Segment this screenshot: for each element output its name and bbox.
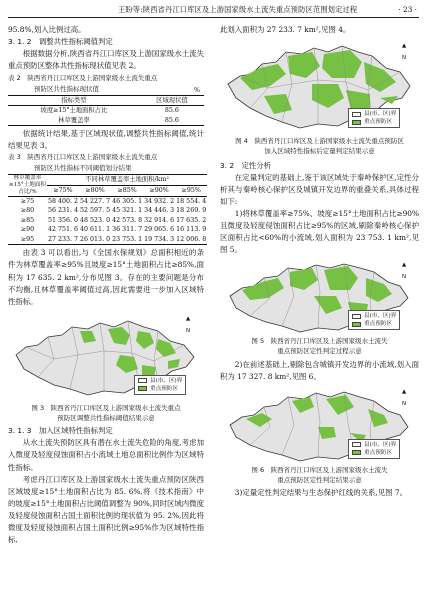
paragraph: 由表 3 可以看出,与《全国水保规划》总面积相近的条件为林草覆盖率≥95%且坡度≥15°土地面积占比≥85%,面积为 17 635. 2 km²,分布见图 3。存在的主要问题是分布不均衡,且林草覆盖率阈值过高,因此需要进一步加入区域特性指标。: [8, 248, 204, 306]
table-header: ≥95%: [175, 185, 207, 196]
paragraph: 从水土流失预防区具有潜在水土流失危险的角度,考虑加入微度及轻度侵蚀面积占小流域土地总面积比例作为区域特性指标。: [8, 438, 204, 472]
table-cell: 45 321. 1: [112, 207, 143, 215]
figure-6-caption: 图 6 陕西省丹江口库区及上游国家级水土流失 重点预防区定性判定结果示意: [251, 465, 388, 485]
table-cell: 48 523. 0: [80, 216, 111, 224]
table-cell: 林草覆盖率: [58, 116, 90, 124]
table-cell: 85.6: [164, 107, 179, 115]
table-cell: 12 006. 8: [176, 235, 207, 243]
section-heading-3-1-2: 3. 1. 2 调整共性指标阈值判定: [8, 37, 113, 47]
figure-3-map: [8, 311, 204, 403]
page-number: · 23 ·: [398, 5, 417, 14]
table-cell: 17 635. 2: [176, 216, 207, 224]
table-cell: ≥95: [20, 235, 35, 243]
table-3-caption: 表 3 陕西省丹江口库区及上游国家级水土流失重点 预防区共性指标不同阈值划分结果: [8, 153, 158, 172]
table-row: [8, 225, 207, 235]
header-title: 王盼等:陕西省丹江口库区及上游国家级水土流失重点预防区范围划定过程: [118, 5, 358, 14]
figure-5-map: [220, 258, 419, 336]
paragraph: 95.8%,划入比例过高。: [8, 25, 86, 34]
paragraph: 1)将林草覆盖率≥75%、坡度≥15°土地面积占比≥90%且微度及轻度侵蚀面积占比≥95%的区域,刷除秦岭核心保护区面积占比<60%的小流域,划入面积为 23 753. 1 km²,见图 5。: [220, 208, 419, 255]
table-row: [8, 206, 207, 216]
table-cell: 32 914. 6: [144, 216, 175, 224]
table-3: [8, 174, 207, 246]
table-cell: 36 311. 7: [112, 226, 143, 234]
table-header: ≥85%: [111, 185, 143, 196]
table-cell: 23 753. 1: [112, 235, 143, 243]
paragraph: 根据数据分析,陕西省丹江口库区及上游国家级水土流失重点预防区整体共性指标现状值见表 2。: [8, 49, 204, 71]
table-3-span-head: 不同林草覆盖率土地面积/km²: [47, 174, 207, 185]
table-cell: 85.6: [164, 116, 179, 124]
figure-6-map: [220, 385, 419, 465]
table-cell: 56 231. 4: [47, 207, 79, 215]
table-cell: 42 751. 6: [47, 226, 79, 234]
table-cell: 46 305. 1: [112, 197, 143, 205]
table-header: 指标类型: [8, 95, 140, 106]
paragraph: 在定量判定的基础上,鉴于该区域处于秦岭保护区,定性分析其与秦岭核心保护区及城镇开发边界的重叠关系,具体过程如下:: [220, 172, 419, 206]
table-row: [8, 196, 207, 206]
table-header: 区域现状值: [140, 95, 204, 106]
table-cell: 27 233. 7: [47, 235, 79, 243]
section-heading-3-1-3: 3. 1. 3 加入区域特性指标判定: [8, 426, 113, 436]
figure-3-caption: 图 3 陕西省丹江口库区及上游国家级水土流失重点 预防区调整共性指标阈值结果示意: [31, 403, 181, 423]
table-cell: 16 113. 9: [176, 226, 207, 234]
table-cell: ≥90: [20, 226, 35, 234]
left-column: [8, 24, 207, 546]
north-arrow-icon: ▲ N: [402, 388, 407, 407]
table-cell: 19 734. 3: [144, 235, 175, 243]
table-cell: 42 573. 8: [112, 216, 143, 224]
figure-4-map: [220, 38, 419, 136]
table-2-caption: 表 2 陕西省丹江口库区及上游国家级水土流失重点 预防区共性指标现状值: [8, 74, 158, 93]
table-header: ≥75%: [47, 185, 79, 196]
table-cell: ≥85: [20, 216, 35, 224]
table-row: [8, 116, 204, 126]
table-cell: ≥80: [20, 207, 35, 215]
right-column: [220, 24, 419, 499]
table-cell: 34 446. 3: [144, 207, 175, 215]
table-cell: 51 356. 0: [47, 216, 79, 224]
table-row: [8, 216, 207, 226]
table-row: [8, 106, 204, 116]
figure-4-caption: 图 4 陕西省丹江口库区及上游国家级水土流失重点预防区 加入区域特性指标后定量判定结果示意: [235, 137, 404, 156]
table-row: [8, 235, 207, 245]
table-cell: 坡度≥15°土地面积占比: [40, 107, 108, 115]
table-2-unit: %: [194, 86, 200, 94]
north-arrow-icon: ▲ N: [186, 315, 191, 334]
paragraph: 2)在前述基础上,剔除包含城镇开发边界的小流域,划入面积为 17 327. 8 km²,见图 6。: [220, 359, 419, 381]
paragraph: 依据统计结果,基于区域现状值,调整共性指标阈值,统计结果见表 3。: [8, 129, 204, 151]
table-cell: 34 932. 2: [144, 197, 175, 205]
map-legend: 县(市、区)界 重点预防区: [134, 375, 186, 395]
table-3-row-head: 林草覆盖率 ≥15°土地面积 占比/%: [9, 174, 46, 195]
table-cell: 58 400. 2: [47, 197, 79, 205]
table-cell: 26 013. 0: [80, 235, 111, 243]
map-legend: 县(市、区)界 重点预防区: [348, 439, 400, 459]
table-cell: 18 269. 9: [176, 207, 207, 215]
table-cell: 52 597. 5: [80, 207, 111, 215]
table-cell: 54 227. 7: [80, 197, 111, 205]
table-header: ≥90%: [143, 185, 175, 196]
map-legend: 县(市、区)界 重点预防区: [348, 108, 400, 128]
table-cell: 29 065. 6: [144, 226, 175, 234]
table-header: ≥80%: [79, 185, 111, 196]
table-cell: 18 554. 4: [176, 197, 207, 205]
paragraph: 此划入面积为 27 233. 7 km²,见图 4。: [220, 25, 351, 34]
table-2: [8, 95, 204, 127]
paragraph: 3)定量定性判定结果与生态保护红线的关系,见图 7。: [234, 488, 407, 498]
map-legend: 县(市、区)界 重点预防区: [348, 310, 400, 330]
figure-5-caption: 图 5 陕西省丹江口库区及上游国家级水土流失 重点预防区定性判定过程示意: [251, 337, 388, 356]
north-arrow-icon: ▲ N: [402, 262, 407, 281]
table-cell: ≥75: [20, 197, 35, 205]
section-heading-3-2: 3. 2 定性分析: [220, 160, 272, 170]
running-header: [8, 4, 419, 18]
paragraph: 考虑丹江口库区及上游国家级水土流失重点预防区陕西区域坡度≥15°土地面积占比为 85. 6%,将《技术指南》中的坡度≥15°土地面积占比阈值调整为 90%,同时区域内微度及轻度侵蚀面积占国土面积比例的现状值为 95. 2%,因此将微度及轻度侵蚀面积占国土面积比例≥95%作为区域特性指标,: [8, 474, 204, 545]
north-arrow-icon: ▲ N: [402, 43, 407, 62]
table-cell: 40 611. 1: [80, 226, 111, 234]
